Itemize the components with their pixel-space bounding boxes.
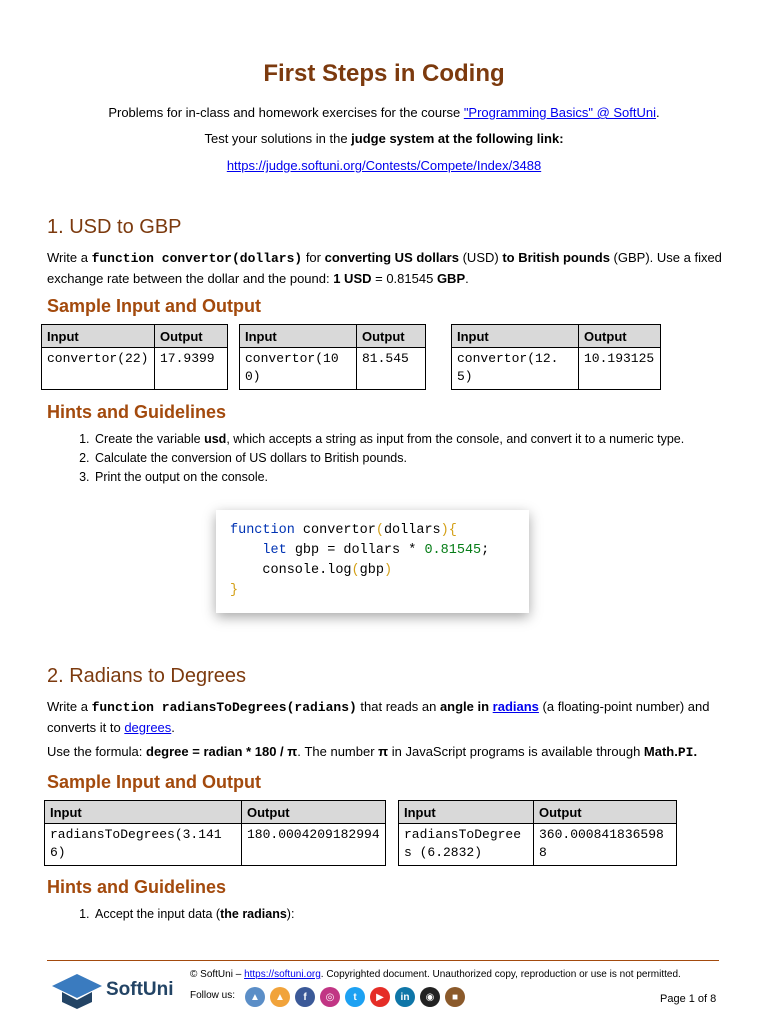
section-heading-usd-to-gbp: 1. USD to GBP [47,216,182,238]
instagram-icon[interactable]: ◎ [320,987,340,1007]
intro-line-course: Problems for in-class and homework exercises for the course "Programming Basics" @ SoftUni. [108,105,660,120]
judge-link[interactable]: https://judge.softuni.org/Contests/Compete/Index/3488 [226,158,542,173]
sample-table-2 [239,324,426,390]
list-item: 2. Calculate the conversion of US dollars to British pounds. [93,449,768,468]
section1-description: Write a function convertor(dollars) for converting US dollars (USD) to British pounds (GBP). Use a fixed exchange rate between the dollar and the pound: 1 USD = 0.81545 GBP. [47,250,722,286]
section2-description: Write a function radiansToDegrees(radians) that reads an angle in radians (a floating-point number) and converts it to degrees. [47,699,710,735]
logo-text: SoftUni [106,979,174,1000]
sample-table-5 [398,800,677,866]
softuni-icon[interactable]: ▲ [245,987,265,1007]
table-header-output: Output [357,325,426,348]
podcast-icon[interactable]: ■ [445,987,465,1007]
sample-table-4 [44,800,386,866]
social-links [245,987,465,1007]
page-title: First Steps in Coding [263,60,505,87]
list-item: 1. Accept the input data (the radians): [93,905,768,924]
table-cell-output: 360.0008418365988 [534,824,677,866]
table-cell-input: radiansToDegrees(3.1416) [45,824,242,866]
sample-table-3 [451,324,661,390]
softuni-link[interactable]: https://softuni.org [244,969,321,980]
list-item: 3. Print the output on the console. [93,468,768,487]
intro-line-link [0,158,768,173]
sample-io-heading: Sample Input and Output [47,772,261,792]
follow-label: Follow us: [190,990,236,1001]
code-snippet: function convertor(dollars){ let gbp = dollars * 0.81545; console.log(gbp) } [216,510,529,613]
softuni-alt-icon[interactable]: ▲ [270,987,290,1007]
twitter-icon[interactable]: t [345,987,365,1007]
sample-io-heading: Sample Input and Output [47,296,261,316]
table-header-input: Input [42,325,155,348]
table-cell-output: 180.0004209182994 [242,824,386,866]
sample-table-1 [41,324,228,390]
table-header-input: Input [452,325,579,348]
table-header-output: Output [155,325,228,348]
table-cell-input: convertor(22) [42,348,155,390]
section2-formula: Use the formula: degree = radian * 180 / π. The number π in JavaScript programs is available through Math.PI. [47,744,698,760]
table-header-output: Output [242,801,386,824]
github-icon[interactable]: ◉ [420,987,440,1007]
table-cell-output: 17.9399 [155,348,228,390]
linkedin-icon[interactable]: in [395,987,415,1007]
copyright-notice: © SoftUni – https://softuni.org. Copyrighted document. Unauthorized copy, reproduction or use is not permitted. [190,969,681,980]
table-header-output: Output [534,801,677,824]
table-header-input: Input [45,801,242,824]
hints-list [47,430,768,487]
table-cell-output: 10.193125 [579,348,661,390]
footer-divider [47,960,719,961]
table-header-input: Input [240,325,357,348]
table-cell-input: convertor(12.5) [452,348,579,390]
intro-line-judge: Test your solutions in the judge system at the following link: [204,131,564,146]
youtube-icon[interactable]: ▶ [370,987,390,1007]
table-header-input: Input [399,801,534,824]
hints-heading: Hints and Guidelines [47,402,227,422]
degrees-link[interactable]: degrees [124,720,172,735]
list-item: 1. Create the variable usd, which accepts a string as input from the console, and convert it to a numeric type. [93,430,768,449]
table-cell-output: 81.545 [357,348,426,390]
table-cell-input: convertor(100) [240,348,357,390]
radians-link[interactable]: radians [492,699,539,714]
hints-list [47,905,768,924]
hints-heading: Hints and Guidelines [47,877,227,897]
table-header-output: Output [579,325,661,348]
page-number: Page 1 of 8 [660,993,717,1005]
facebook-icon[interactable]: f [295,987,315,1007]
section-heading-radians-to-degrees: 2. Radians to Degrees [47,665,247,687]
table-cell-input: radiansToDegrees (6.2832) [399,824,534,866]
course-link[interactable]: "Programming Basics" @ SoftUni [463,105,657,120]
